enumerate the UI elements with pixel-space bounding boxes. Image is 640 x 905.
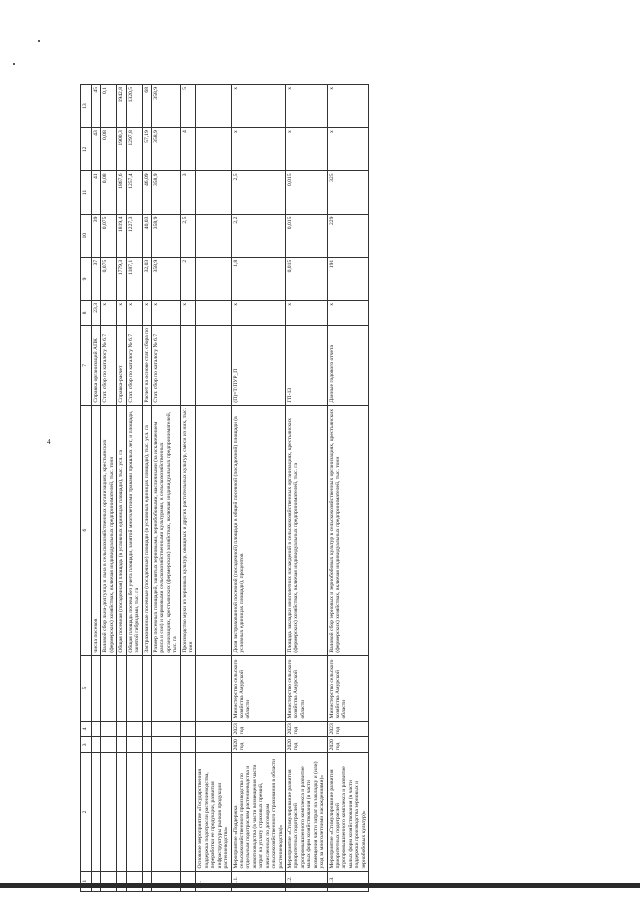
header-cell: 1 [81,871,92,891]
table-cell-v9: 191 [327,257,369,300]
header-cell: 7 [81,326,92,406]
table-cell-exec [180,655,196,721]
table-cell-y2: 2023 год [285,721,327,737]
table-cell-indicator: Производство муки из зерновых культур, овощных и других растительных культур, смеси из них, тыс. тонн [180,405,196,655]
table-cell-y2 [101,721,117,737]
table-cell-v13: x [231,85,285,128]
table-cell-y1 [92,737,101,753]
table-cell-v11: 46,09 [142,171,151,214]
table-cell-source: ГП-13 [285,326,327,406]
table-cell-v12: x [231,128,285,171]
table-row [231,85,285,892]
table-cell-base: x [142,301,151,326]
table-cell-v13: x [327,85,369,128]
table-cell-base [196,301,231,326]
table-cell-v13: 1942,8 [117,85,126,128]
table-cell-v9: 358,9 [151,257,180,300]
table-cell-v11: 3 [180,171,196,214]
table-cell-v12 [196,128,231,171]
table-cell-base: x [327,301,369,326]
table-cell-no [180,871,196,891]
table-cell-base: x [231,301,285,326]
header-cell: 12 [81,128,92,171]
table-cell-base: x [126,301,142,326]
table-cell-v12: 4 [180,128,196,171]
rotated-page-content [80,84,562,892]
table-cell-indicator: Валовой сбор льна-долгунца и льна в сельскохозяйственных организациях, крестьянских (фермерских) хозяйствах, включая индивидуальных предпринимателей, тыс. тонн [101,405,117,655]
table-cell-event [126,753,142,871]
table-cell-indicator: Общая площадь посева без учета площади, занятой многолетними травами прошлых лет, и площади, занятой гибридами, тыс. га [126,405,142,655]
table-cell-v13: 5 [180,85,196,128]
table-cell-y2 [151,721,180,737]
table-cell-v10: 1819,4 [117,214,126,257]
header-cell: 4 [81,721,92,737]
header-row [81,85,92,892]
table-cell-v10: 2,2 [231,214,285,257]
table-cell-v10: 0,015 [285,214,327,257]
table-cell-event [117,753,126,871]
table-cell-v13: 0,1 [101,85,117,128]
table-cell-v12: x [285,128,327,171]
table-cell-v13: 1320,5 [126,85,142,128]
table-cell-no [117,871,126,891]
table-cell-y1 [196,737,231,753]
table-cell-no [327,871,369,891]
table-cell-y1 [101,737,117,753]
table-cell-y1 [117,737,126,753]
table-row [327,85,369,892]
table-row [117,85,126,892]
table-cell-no [231,871,285,891]
table-cell-exec [117,655,126,721]
table-cell-y2 [92,721,101,737]
table-row [92,85,101,892]
table-cell-exec [92,655,101,721]
table-cell-no [126,871,142,891]
table-cell-no [142,871,151,891]
table-cell-v9: 1187,1 [126,257,142,300]
scan-dot [13,63,15,65]
table-cell-exec [101,655,117,721]
table-cell-no [196,871,231,891]
table-cell-v9: 32,03 [142,257,151,300]
table-cell-y1 [180,737,196,753]
table-cell-base: x [285,301,327,326]
table-cell-no [92,871,101,891]
table-cell-y2: 2023 год [327,721,369,737]
table-cell-v13: 45 [92,85,101,128]
table-row [126,85,142,892]
table-cell-source: Стат. сбор по каталогу № 6.7 [151,326,180,406]
table-cell-event: Мероприятие «Поддержка сельскохозяйственного производства по отдельным подотраслям растениеводства и животноводства (в части возмещения части затрат на уплату страховых премий, начисленных по договорам сельскохозяйственного страхования в области растениеводства)» [231,753,285,871]
table-cell-event [180,753,196,871]
table-cell-event [101,753,117,871]
table-cell-y2: 2023 год [231,721,285,737]
table-cell-exec: Министерство сельского хозяйства Амурской области [231,655,285,721]
table-cell-event: Мероприятие «Стимулирование развития приоритетных подотраслей агропромышленного комплекса и развитие малых форм хозяйствования (в части поддержки производства зерновых и зернобобовых культур)» [327,753,369,871]
table-cell-no [151,871,180,891]
table-cell-v10: 2,5 [180,214,196,257]
table-cell-y1 [126,737,142,753]
table-cell-v12: 0,08 [101,128,117,171]
table-cell-source: Данные годового отчета [327,326,369,406]
table-cell-v12: x [327,128,369,171]
table-cell-source: Расчет на основе стат. сбора по [142,326,151,406]
header-cell: 3 [81,737,92,753]
table-cell-exec: Министерство сельского хозяйства Амурской области [327,655,369,721]
table-cell-exec [126,655,142,721]
table-cell-y1 [151,737,180,753]
table-cell-v10: 0,075 [101,214,117,257]
table-cell-indicator: Размер посевных площадей, занятых зерновыми, зернобобовыми, масличными (за исключением рапса и сои) и кормовыми сельскохозяйственными культурами, в сельскохозяйственных организациях, крестьянских (фермерских) хозяйствах, включая индивидуальных предпринимателей, тыс. га [151,405,180,655]
table-cell-base: 23,3 [92,301,101,326]
table-cell-exec: Министерство сельского хозяйства Амурской области [285,655,327,721]
header-cell: 9 [81,257,92,300]
table-cell-source: Стат. сбор по каталогу № 6.7 [126,326,142,406]
table-cell-indicator: Застрахованные посевные (посадочные) площади (в условных единицах площади), тыс. усл. га [142,405,151,655]
table-cell-no [285,871,327,891]
table-cell-source: Справка организаций АПК [92,326,101,406]
table-cell-v9: 1779,3 [117,257,126,300]
table-cell-indicator: Площадь закладки многолетних насаждений в сельскохозяйственных организациях, крестьянских (фермерских) хозяйствах, включая индивидуальных предпринимателей, тыс. га [285,405,327,655]
table-row [285,85,327,892]
table-cell-v12: 358,9 [151,128,180,171]
table-cell-event [92,753,101,871]
table-cell-v11: 0,08 [101,171,117,214]
table-cell-v11: 358,9 [151,171,180,214]
table-cell-base: x [180,301,196,326]
table-cell-source: Справка-расчет [117,326,126,406]
table-cell-exec [196,655,231,721]
table-cell-y2 [180,721,196,737]
table-cell-event [142,753,151,871]
table-cell-v9 [196,257,231,300]
table-cell-v11: 1257,4 [126,171,142,214]
table-cell-source: Стат. сбор по каталогу № 6.7 [101,326,117,406]
header-cell: 13 [81,85,92,128]
table-cell-v11: 41 [92,171,101,214]
header-cell: 8 [81,301,92,326]
table-cell-v9: 37 [92,257,101,300]
table-cell-y2 [117,721,126,737]
table-cell-y2 [196,721,231,737]
table-cell-v11: 2,5 [231,171,285,214]
table-row [101,85,117,892]
table-cell-exec [151,655,180,721]
table-cell-v9: 0,015 [285,257,327,300]
table-cell-v12: 1900,3 [117,128,126,171]
table-cell-v10 [196,214,231,257]
table-cell-base: x [151,301,180,326]
table-row [142,85,151,892]
table-cell-indicator: Доля застрахованной посевной (посадочной) площади в общей посевной (посадочной) площади (в условных единицах площади), процентов [231,405,285,655]
table-row [196,85,231,892]
table-cell-v13 [196,85,231,128]
header-cell: 2 [81,753,92,871]
table-cell-no [101,871,117,891]
table-cell-y1 [142,737,151,753]
table-cell-indicator [196,405,231,655]
table-cell-v10: 39 [92,214,101,257]
table-cell-v9: 1,8 [231,257,285,300]
table-cell-v11: 325 [327,171,369,214]
table-cell-event [151,753,180,871]
table-cell-v11: 0,015 [285,171,327,214]
table-cell-v12: 57,19 [142,128,151,171]
table-cell-v9: 0,075 [101,257,117,300]
table-row [180,85,196,892]
table-cell-v13: x [285,85,327,128]
table-cell-indicator: Общая посевная (посадочная) площадь (в условных единицах площади), тыс. усл. га [117,405,126,655]
table-cell-exec [142,655,151,721]
header-cell: 6 [81,405,92,655]
table-cell-indicator: Валовой сбор зерновых и зернобобовых культур в сельскохозяйственных организациях, крестьянских (фермерских) хозяйствах, включая индивидуальных предпринимателей, тыс. тонн [327,405,369,655]
table-cell-y2 [142,721,151,737]
indicators-table [80,84,369,892]
header-cell: 11 [81,171,92,214]
table-cell-y2 [126,721,142,737]
table-cell-v10: 358,9 [151,214,180,257]
header-cell: 10 [81,214,92,257]
table-cell-v11: 1867,6 [117,171,126,214]
table-cell-base: x [117,301,126,326]
table-cell-v11 [196,171,231,214]
table-cell-v9: 2 [180,257,196,300]
table-cell-v10: 229 [327,214,369,257]
table-cell-source [180,326,196,406]
table-cell-v12: 43 [92,128,101,171]
table-cell-source: (П)=Т/ПУР_П [231,326,285,406]
table-cell-indicator: числа посевов [92,405,101,655]
scan-dot [38,40,40,42]
header-cell: 5 [81,655,92,721]
table-cell-event: Мероприятие «Стимулирование развития приоритетных подотраслей агропромышленного комплекса и развитие малых форм хозяйствования (в части возмещения части затрат на закладку и (или) уход за многолетними насаждениями)» [285,753,327,871]
table-row [151,85,180,892]
table-cell-v13: 358,9 [151,85,180,128]
scan-edge-bar [0,883,640,888]
table-cell-y1: 2020 год [285,737,327,753]
table-cell-event: Основное мероприятие «Государственная поддержка подотрасли растениеводства, переработки ее продукции, развития инфраструктуры рынков продукции растениеводства» [196,753,231,871]
page-number: 4 [47,438,51,446]
table-cell-v12: 1297,8 [126,128,142,171]
table-cell-y1: 2020 год [231,737,285,753]
table-cell-base: x [101,301,117,326]
table-cell-source [196,326,231,406]
table-cell-v10: 40,03 [142,214,151,257]
table-cell-y1: 2020 год [327,737,369,753]
table-cell-v10: 1227,3 [126,214,142,257]
table-cell-v13: 68 [142,85,151,128]
